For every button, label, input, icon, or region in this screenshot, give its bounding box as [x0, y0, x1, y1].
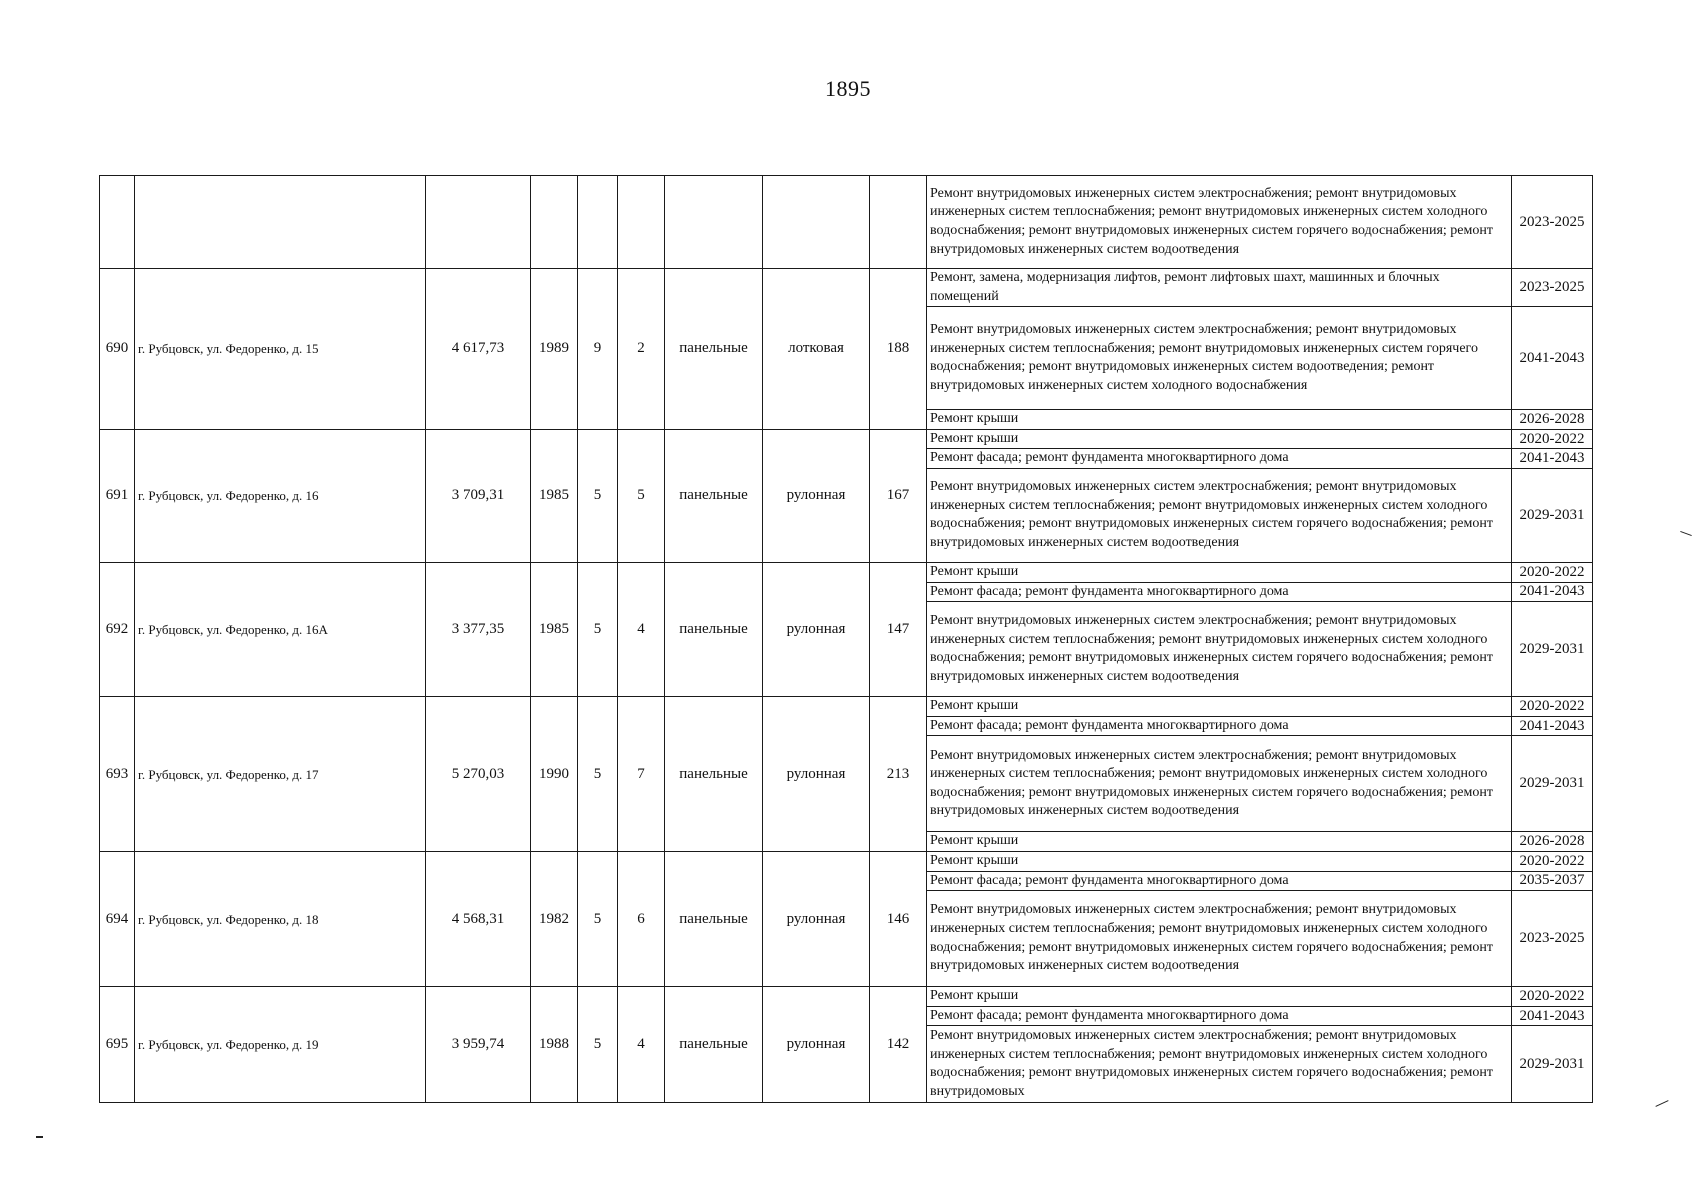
floors-cell: 5 — [578, 851, 618, 986]
floors-cell: 5 — [578, 697, 618, 852]
area-cell — [426, 176, 531, 269]
work-type-cell: Ремонт фасада; ремонт фундамента многоквартирного дома — [927, 449, 1512, 469]
year-built-cell: 1988 — [531, 987, 578, 1103]
floors-cell: 5 — [578, 987, 618, 1103]
entrances-cell: 5 — [618, 429, 665, 562]
year-built-cell: 1982 — [531, 851, 578, 986]
area-cell: 3 709,31 — [426, 429, 531, 562]
work-type-cell: Ремонт крыши — [927, 851, 1512, 871]
address-cell: г. Рубцовск, ул. Федоренко, д. 17 — [135, 697, 426, 852]
table-row — [100, 987, 1593, 1007]
period-cell: 2029-2031 — [1512, 602, 1593, 697]
work-type-cell: Ремонт фасада; ремонт фундамента многоквартирного дома — [927, 1006, 1512, 1026]
address-cell — [135, 176, 426, 269]
wall-material-cell: панельные — [665, 987, 763, 1103]
year-built-cell: 1985 — [531, 562, 578, 696]
residents-cell: 142 — [870, 987, 927, 1103]
work-type-cell: Ремонт внутридомовых инженерных систем электроснабжения; ремонт внутридомовых инженерных систем теплоснабжения; ремонт внутридомовых инженерных систем холодного водоснабжения; ремонт внутридомовых инженерных систем горячего водоснабжения; ремонт внутридомовых — [927, 1026, 1512, 1103]
roof-type-cell: лотковая — [763, 269, 870, 430]
period-cell: 2023-2025 — [1512, 269, 1593, 307]
roof-type-cell — [763, 176, 870, 269]
entrances-cell: 4 — [618, 987, 665, 1103]
roof-type-cell: рулонная — [763, 987, 870, 1103]
row-number: 690 — [100, 269, 135, 430]
work-type-cell: Ремонт крыши — [927, 429, 1512, 449]
entrances-cell: 4 — [618, 562, 665, 696]
work-type-cell: Ремонт крыши — [927, 987, 1512, 1007]
work-type-cell: Ремонт внутридомовых инженерных систем электроснабжения; ремонт внутридомовых инженерных систем теплоснабжения; ремонт внутридомовых инженерных систем холодного водоснабжения; ремонт внутридомовых инженерных систем горячего водоснабжения; ремонт внутридомовых инженерных систем водоотведения — [927, 891, 1512, 987]
period-cell: 2026-2028 — [1512, 410, 1593, 430]
address-cell: г. Рубцовск, ул. Федоренко, д. 16 — [135, 429, 426, 562]
work-type-cell: Ремонт внутридомовых инженерных систем электроснабжения; ремонт внутридомовых инженерных систем теплоснабжения; ремонт внутридомовых инженерных систем горячего водоснабжения; ремонт внутридомовых инженерных систем водоотведения; ремонт внутридомовых инженерных систем холодного водоснабжения — [927, 307, 1512, 410]
period-cell: 2041-2043 — [1512, 582, 1593, 602]
residents-cell: 146 — [870, 851, 927, 986]
work-type-cell: Ремонт крыши — [927, 832, 1512, 852]
table-row — [100, 176, 1593, 269]
work-type-cell: Ремонт внутридомовых инженерных систем электроснабжения; ремонт внутридомовых инженерных систем теплоснабжения; ремонт внутридомовых инженерных систем холодного водоснабжения; ремонт внутридомовых инженерных систем горячего водоснабжения; ремонт внутридомовых инженерных систем водоотведения — [927, 468, 1512, 562]
period-cell: 2029-2031 — [1512, 736, 1593, 832]
area-cell: 4 617,73 — [426, 269, 531, 430]
work-type-cell: Ремонт крыши — [927, 562, 1512, 582]
residents-cell: 188 — [870, 269, 927, 430]
roof-type-cell: рулонная — [763, 429, 870, 562]
entrances-cell: 7 — [618, 697, 665, 852]
work-type-cell: Ремонт крыши — [927, 410, 1512, 430]
work-type-cell: Ремонт фасада; ремонт фундамента многоквартирного дома — [927, 582, 1512, 602]
entrances-cell — [618, 176, 665, 269]
table-row — [100, 269, 1593, 307]
work-type-cell: Ремонт внутридомовых инженерных систем электроснабжения; ремонт внутридомовых инженерных систем теплоснабжения; ремонт внутридомовых инженерных систем холодного водоснабжения; ремонт внутридомовых инженерных систем горячего водоснабжения; ремонт внутридомовых инженерных систем водоотведения — [927, 176, 1512, 269]
address-cell: г. Рубцовск, ул. Федоренко, д. 16А — [135, 562, 426, 696]
area-cell: 3 377,35 — [426, 562, 531, 696]
row-number — [100, 176, 135, 269]
period-cell: 2041-2043 — [1512, 449, 1593, 469]
address-cell: г. Рубцовск, ул. Федоренко, д. 18 — [135, 851, 426, 986]
entrances-cell: 6 — [618, 851, 665, 986]
work-type-cell: Ремонт крыши — [927, 697, 1512, 717]
period-cell: 2041-2043 — [1512, 1006, 1593, 1026]
table-row — [100, 851, 1593, 871]
wall-material-cell: панельные — [665, 562, 763, 696]
roof-type-cell: рулонная — [763, 851, 870, 986]
row-number: 695 — [100, 987, 135, 1103]
work-type-cell: Ремонт внутридомовых инженерных систем электроснабжения; ремонт внутридомовых инженерных систем теплоснабжения; ремонт внутридомовых инженерных систем холодного водоснабжения; ремонт внутридомовых инженерных систем горячего водоснабжения; ремонт внутридомовых инженерных систем водоотведения — [927, 602, 1512, 697]
period-cell: 2041-2043 — [1512, 307, 1593, 410]
residents-cell: 167 — [870, 429, 927, 562]
page-number: 1895 — [825, 76, 871, 101]
housing-repair-table — [99, 175, 1593, 1103]
period-cell: 2029-2031 — [1512, 468, 1593, 562]
address-cell: г. Рубцовск, ул. Федоренко, д. 15 — [135, 269, 426, 430]
row-number: 694 — [100, 851, 135, 986]
scan-speck — [36, 1136, 43, 1138]
period-cell: 2023-2025 — [1512, 891, 1593, 987]
wall-material-cell: панельные — [665, 429, 763, 562]
period-cell: 2020-2022 — [1512, 562, 1593, 582]
period-cell: 2035-2037 — [1512, 871, 1593, 891]
table-row — [100, 429, 1593, 449]
work-type-cell: Ремонт внутридомовых инженерных систем электроснабжения; ремонт внутридомовых инженерных систем теплоснабжения; ремонт внутридомовых инженерных систем холодного водоснабжения; ремонт внутридомовых инженерных систем горячего водоснабжения; ремонт внутридомовых инженерных систем водоотведения — [927, 736, 1512, 832]
area-cell: 3 959,74 — [426, 987, 531, 1103]
floors-cell — [578, 176, 618, 269]
row-number: 692 — [100, 562, 135, 696]
year-built-cell: 1985 — [531, 429, 578, 562]
table-body — [100, 176, 1593, 1103]
year-built-cell: 1989 — [531, 269, 578, 430]
residents-cell — [870, 176, 927, 269]
year-built-cell: 1990 — [531, 697, 578, 852]
period-cell: 2029-2031 — [1512, 1026, 1593, 1103]
address-cell: г. Рубцовск, ул. Федоренко, д. 19 — [135, 987, 426, 1103]
wall-material-cell: панельные — [665, 697, 763, 852]
residents-cell: 213 — [870, 697, 927, 852]
work-type-cell: Ремонт фасада; ремонт фундамента многоквартирного дома — [927, 871, 1512, 891]
row-number: 693 — [100, 697, 135, 852]
period-cell: 2020-2022 — [1512, 851, 1593, 871]
period-cell: 2020-2022 — [1512, 429, 1593, 449]
work-type-cell: Ремонт фасада; ремонт фундамента многоквартирного дома — [927, 716, 1512, 736]
row-number: 691 — [100, 429, 135, 562]
floors-cell: 5 — [578, 429, 618, 562]
area-cell: 4 568,31 — [426, 851, 531, 986]
scan-speck — [1680, 531, 1692, 536]
entrances-cell: 2 — [618, 269, 665, 430]
period-cell: 2026-2028 — [1512, 832, 1593, 852]
floors-cell: 5 — [578, 562, 618, 696]
scan-speck — [1655, 1100, 1668, 1107]
roof-type-cell: рулонная — [763, 697, 870, 852]
floors-cell: 9 — [578, 269, 618, 430]
area-cell: 5 270,03 — [426, 697, 531, 852]
wall-material-cell: панельные — [665, 851, 763, 986]
roof-type-cell: рулонная — [763, 562, 870, 696]
period-cell: 2041-2043 — [1512, 716, 1593, 736]
table-row — [100, 562, 1593, 582]
wall-material-cell: панельные — [665, 269, 763, 430]
period-cell: 2020-2022 — [1512, 987, 1593, 1007]
wall-material-cell — [665, 176, 763, 269]
period-cell: 2020-2022 — [1512, 697, 1593, 717]
year-built-cell — [531, 176, 578, 269]
period-cell: 2023-2025 — [1512, 176, 1593, 269]
table-row — [100, 697, 1593, 717]
residents-cell: 147 — [870, 562, 927, 696]
work-type-cell: Ремонт, замена, модернизация лифтов, ремонт лифтовых шахт, машинных и блочных помещений — [927, 269, 1512, 307]
